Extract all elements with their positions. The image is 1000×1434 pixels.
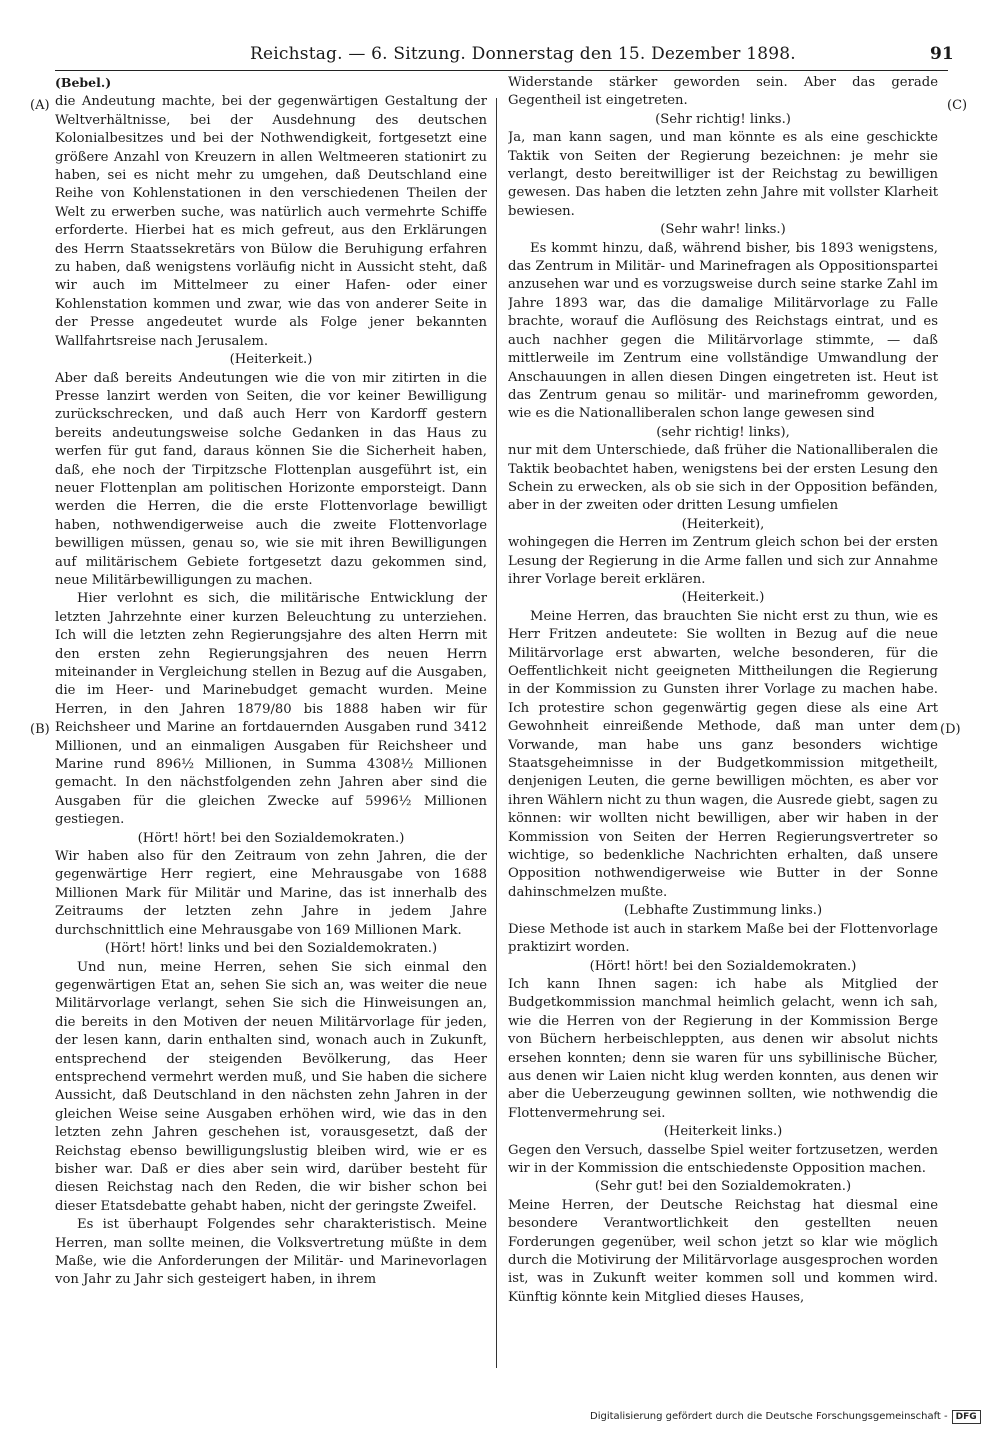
interjection: (Sehr richtig! links.) — [655, 111, 791, 127]
right-paragraphs — [508, 74, 938, 1307]
running-title: Reichstag. — 6. Sitzung. Donnerstag den 15. Dezember 1898. — [250, 44, 796, 64]
paragraph: die Andeutung machte, bei der gegenwärtigen Gestaltung der Weltverhältnisse, bei der Ausdehnung des deutschen Kolonialbesitzes und bei der Nothwendigkeit, fortgesetzt eine größere Anzahl von Kreuzern in allen Weltmeeren stationirt zu haben, sei es nicht mehr zu umgehen, daß Deutschland eine Reihe von Kohlenstationen in den verschiedenen Theilen der Welt zu erwerben suche, was natürlich auch vermehrte Schiffe erforderte. Hierbei hat es mich gefreut, aus den Erklärungen des Herrn Staatssekretärs von Bülow die Beruhigung erfahren zu haben, daß wenigstens vorläufig nicht in Aussicht steht, daß wir auch im Mittelmeer zu einer Hafen- oder einer Kohlenstation kommen und zwar, wie das von anderer Seite in der Presse angedeutet wurde als Folge jener bekannten Wallfahrtsreise nach Jerusalem. — [55, 94, 487, 349]
left-column — [55, 74, 487, 1369]
left-paragraphs — [55, 93, 487, 1289]
footer-text: Digitalisierung gefördert durch die Deutsche Forschungsgemeinschaft - — [590, 1411, 948, 1422]
interjection: (sehr richtig! links), — [656, 424, 790, 440]
margin-marker-d: (D) — [940, 722, 961, 737]
margin-marker-a: (A) — [30, 98, 50, 113]
interjection: (Heiterkeit links.) — [663, 1124, 783, 1140]
paragraph: Hier verlohnt es sich, die militärische Entwicklung der letzten Jahrzehnte einer kurzen Beleuchtung zu unterziehen. Ich will die letzten zehn Regierungsjahre des alten Herrn mit den ersten zehn Regierungsjahren des neuen Herrn miteinander in Vergleichung stellen in Bezug auf die Ausgaben, die im Heer- und Marinebudget gemacht wurden. Meine Herren, in den Jahren 1879/80 bis 1888 haben wir für Reichsheer und Marine an fortdauernden Ausgaben rund 3412 Millionen, und an einmaligen Ausgaben für Reichsheer und Marine rund 896½ Millionen, in Summa 4308½ Millionen gemacht. In den nächstfolgenden zehn Jahren aber sind die Ausgaben für die gleichen Zwecke auf 5996½ Millionen gestiegen. — [55, 591, 487, 828]
paragraph: Gegen den Versuch, dasselbe Spiel weiter fortzusetzen, werden wir in der Kommission die entschiedenste Opposition machen. — [508, 1142, 938, 1176]
paragraph: Aber daß bereits Andeutungen wie die von mir zitirten in die Presse lanzirt werden von Seiten, die vor keiner Bewilligung zurückschrecken, und daß auch Herr von Kardorff gestern bereits andeutungsweise solche Gedanken in das Haus zu werfen für gut fand, daraus können Sie die Sicherheit haben, daß, ehe noch der Tirpitzsche Flottenplan ausgeführt ist, ein neuer Flottenplan am politischen Horizonte emporsteigt. Dann werden die Herren, die die erste Flottenvorlage bewilligt haben, nothwendigerweise auch die zweite Flottenvorlage bewilligen müssen, genau so, wie sie mit ihren Bewilligungen auf militärischem Gebiete fortgesetzt dazu gekommen sind, neue Militärbewilligungen zu machen. — [55, 370, 487, 588]
paragraph: Diese Methode ist auch in starkem Maße bei der Flottenvorlage praktizirt worden. — [508, 921, 938, 956]
paragraph: nur mit dem Unterschiede, daß früher die Nationalliberalen die Taktik beobachtet haben, wenigstens bei der ersten Lesung den Schein zu erwecken, als ob sie sich in der Opposition befänden, aber in der zweiten oder dritten Lesung umfielen — [508, 443, 938, 514]
dfg-logo: DFG — [952, 1410, 981, 1424]
column-separator — [496, 98, 497, 1368]
margin-marker-b: (B) — [30, 722, 50, 737]
speaker-label: (Bebel.) — [55, 75, 112, 90]
interjection: (Hört! hört! links und bei den Sozialdemokraten.) — [104, 941, 438, 957]
paragraph: Widerstande stärker geworden sein. Aber das gerade Gegentheil ist eingetreten. — [508, 75, 938, 109]
paragraph: Es ist überhaupt Folgendes sehr charakteristisch. Meine Herren, man sollte meinen, die Volksvertretung müßte in dem Maße, wie die Anforderungen der Militär- und Marinevorlagen von Jahr zu Jahr sich gesteigert haben, in ihrem — [55, 1217, 487, 1288]
paragraph: Ja, man kann sagen, und man könnte es als eine geschickte Taktik von Seiten der Regierung bezeichnen: je mehr sie verlangt, desto bereitwilliger ist der Reichstag zu bewilligen gewesen. Das haben die letzten zehn Jahre mit vollster Klarheit bewiesen. — [508, 130, 938, 219]
paragraph: Und nun, meine Herren, sehen Sie sich einmal den gegenwärtigen Etat an, sehen Sie sich an, was weiter die neue Militärvorlage verlangt, sehen Sie sich die Hinweisungen an, die bereits in den Motiven der neuen Militärvorlage für jeden, der lesen kann, darin enthalten sind, wonach auch in Zukunft, entsprechend der steigenden Bevölkerung, das Heer entsprechend vermehrt werden muß, und Sie haben die sichere Aussicht, daß Deutschland in den nächsten zehn Jahren in der gleichen Weise seine Ausgaben erhöhen wird, wie das in den letzten zehn Jahren geschehen ist, vorausgesetzt, daß der Reichstag ebenso bewilligungslustig bleiben wird, wie er es bisher war. Daß er dies aber sein wird, darüber besteht für diesen Reichstag nach den Reden, die wir bisher schon bei dieser Etatsdebatte gehabt haben, nicht der geringste Zweifel. — [55, 959, 487, 1214]
interjection: (Heiterkeit.) — [681, 590, 765, 606]
page-number: 91 — [930, 44, 954, 64]
interjection: (Lebhafte Zustimmung links.) — [623, 903, 823, 919]
interjection: (Heiterkeit), — [681, 516, 765, 532]
paragraph: Meine Herren, das brauchten Sie nicht erst zu thun, wie es Herr Fritzen andeutete: Sie wollten in Bezug auf die neue Militärvorlage erst abwarten, welche besonderen, für die Oeffentlichkeit nicht geeigneten Mittheilungen die Regierung in der Kommission zu Gunsten ihrer Vorlage zu machen habe. Ich protestire schon gegenwärtig gegen diese als eine Art Gewohnheit einreißende Methode, daß man unter dem Vorwande, man habe uns ganz besonders wichtige Staatsgeheimnisse in der Budgetkommission mitgetheilt, denjenigen Leuten, die gerne bewilligen möchten, es aber vor ihren Wählern nicht zu thun wagen, die Ausrede giebt, sagen zu können: wir wollten nicht bewilligen, aber wir haben in der Kommission von Seiten der Herren Regierungsvertreter so wichtige, so bedenkliche Nachrichten erhalten, daß unsere Opposition nothwendigerweise wie Butter in der Sonne dahinschmelzen mußte. — [508, 608, 938, 900]
interjection: (Heiterkeit.) — [229, 352, 313, 368]
header-rule — [55, 70, 948, 71]
margin-marker-c: (C) — [947, 98, 968, 113]
interjection: (Sehr gut! bei den Sozialdemokraten.) — [594, 1179, 852, 1195]
paragraph: Ich kann Ihnen sagen: ich habe als Mitglied der Budgetkommission manchmal heimlich gelacht, wenn ich sah, wie die Herren von der Regierung in der Kommission Berge von Büchern herbeischleppten, aus denen wir absolut nichts ersehen konnten; denn sie waren für uns sybillinische Bücher, aus denen wir Laien nicht klug werden konnten, aus denen wir aber die Ueberzeugung gewinnen sollten, wie nothwendig die Flottenvermehrung sei. — [508, 976, 938, 1121]
footer — [590, 1410, 990, 1426]
paragraph: wohingegen die Herren im Zentrum gleich schon bei der ersten Lesung der Regierung in die Arme fallen und sich zur Annahme ihrer Vorlage bereit erklären. — [508, 535, 938, 587]
interjection: (Hört! hört! bei den Sozialdemokraten.) — [137, 830, 405, 846]
right-column — [508, 74, 938, 1369]
paragraph: Es kommt hinzu, daß, während bisher, bis 1893 wenigstens, das Zentrum in Militär- und Marinefragen als Oppositionspartei anzusehen war und es vorzugsweise durch seine starke Zahl im Jahre 1893 war, das die damalige Militärvorlage zu Falle brachte, worauf die Auflösung des Reichstags eintrat, und es auch nachher gegen die Militärvorlage stimmte, — daß mittlerweile im Zentrum eine vollständige Umwandlung der Anschauungen in allen diesen Dingen eingetreten ist. Heut ist das Zentrum genau so militär- und marinefromm geworden, wie es die Nationalliberalen schon lange gewesen sind — [508, 240, 938, 422]
interjection: (Hört! hört! bei den Sozialdemokraten.) — [589, 958, 857, 974]
paragraph: Wir haben also für den Zeitraum von zehn Jahren, die der gegenwärtige Herr regiert, eine Mehrausgabe von 1688 Millionen Mark für Militär und Marine, das ist innerhalb des Zeitraums der letzten zehn Jahre in jedem Jahre durchschnittlich eine Mehrausgabe von 169 Millionen Mark. — [55, 849, 487, 938]
interjection: (Sehr wahr! links.) — [660, 222, 786, 238]
paragraph: Meine Herren, der Deutsche Reichstag hat diesmal eine besondere Verantwortlichkeit den gestellten neuen Forderungen gegenüber, weil schon jetzt so klar wie möglich durch die Motivirung der Militärvorlage ausgesprochen worden ist, was in Zukunft weiter kommen soll und kommen wird. Künftig könnte kein Mitglied dieses Hauses, — [508, 1197, 938, 1305]
